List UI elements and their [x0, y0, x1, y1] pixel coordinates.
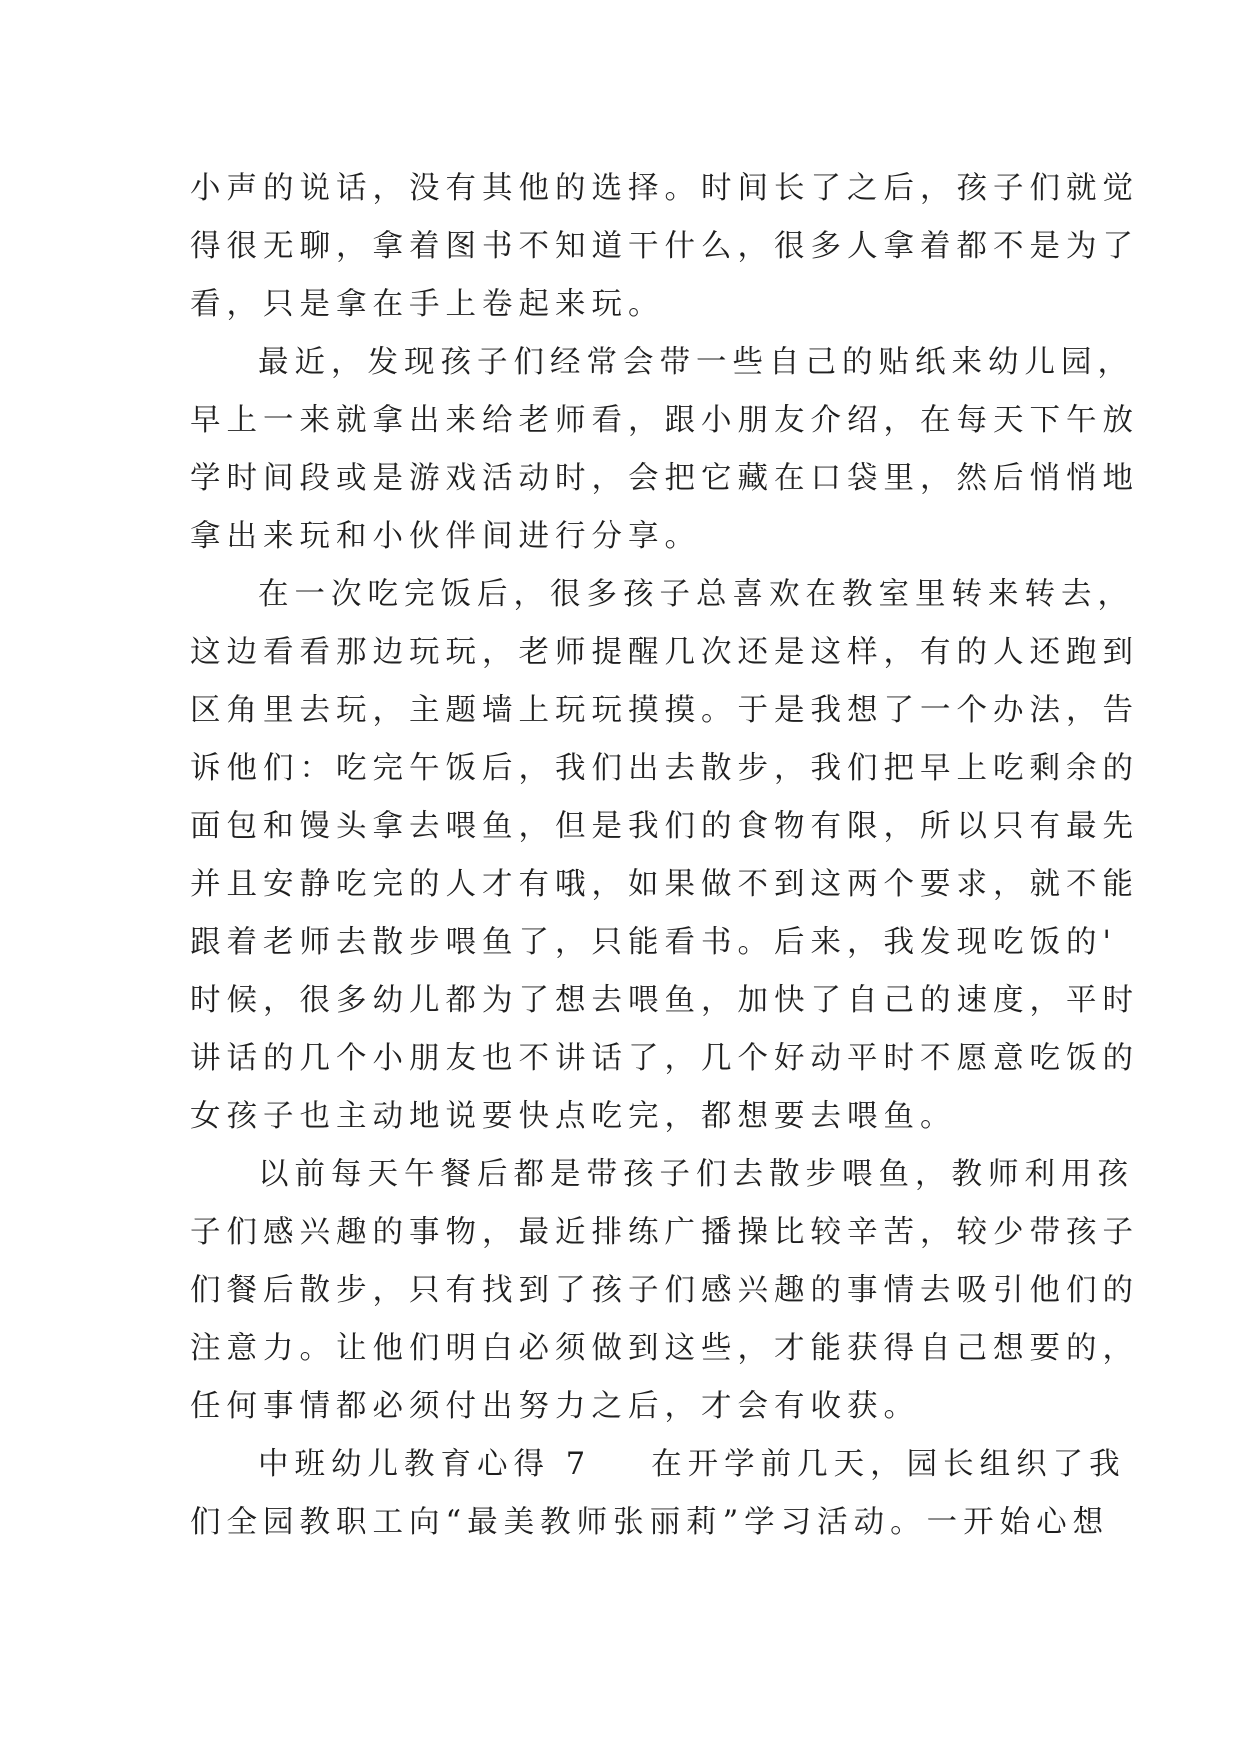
text-line: 面包和馒头拿去喂鱼，但是我们的食物有限，所以只有最先 — [190, 809, 1139, 844]
text-line: 并且安静吃完的人才有哦，如果做不到这两个要求，就不能 — [190, 867, 1139, 902]
section-heading-line — [190, 1436, 1126, 1494]
text-line: 子们感兴趣的事物，最近排练广播操比较辛苦，较少带孩子 — [190, 1215, 1139, 1250]
text-line: 们餐后散步，只有找到了孩子们感兴趣的事情去吸引他们的 — [190, 1273, 1139, 1308]
document-body — [190, 160, 1139, 1552]
text-line: 时候，很多幼儿都为了想去喂鱼，加快了自己的速度，平时 — [190, 983, 1139, 1018]
text-line-content: 最近，发现孩子们经常会带一些自己的贴纸来幼儿园， — [258, 345, 1134, 380]
text-line: 看，只是拿在手上卷起来玩。 — [190, 287, 665, 322]
paragraph-line — [190, 566, 1134, 624]
text-line: 们全园教职工向“最美教师张丽莉”学习活动。一开始心想 — [190, 1505, 1110, 1540]
text-line: 早上一来就拿出来给老师看，跟小朋友介绍，在每天下午放 — [190, 403, 1139, 438]
text-line: 跟着老师去散步喂鱼了，只能看书。后来，我发现吃饭的' — [190, 925, 1117, 960]
text-line: 学时间段或是游戏活动时，会把它藏在口袋里，然后悄悄地 — [190, 461, 1139, 496]
text-line: 区角里去玩，主题墙上玩玩摸摸。于是我想了一个办法，告 — [190, 693, 1139, 728]
paragraph-line — [190, 334, 1134, 392]
text-line: 讲话的几个小朋友也不讲话了，几个好动平时不愿意吃饭的 — [190, 1041, 1139, 1076]
paragraph-line — [190, 1146, 1134, 1204]
text-line: 得很无聊，拿着图书不知道干什么，很多人拿着都不是为了 — [190, 229, 1139, 264]
text-line: 任何事情都必须付出努力之后，才会有收获。 — [190, 1389, 920, 1424]
section-heading: 中班幼儿教育心得 7 — [258, 1447, 592, 1482]
text-line-content: 在一次吃完饭后，很多孩子总喜欢在教室里转来转去， — [258, 577, 1134, 612]
text-line: 这边看看那边玩玩，老师提醒几次还是这样，有的人还跑到 — [190, 635, 1139, 670]
text-line-content: 以前每天午餐后都是带孩子们去散步喂鱼，教师利用孩 — [258, 1157, 1134, 1192]
text-line: 女孩子也主动地说要快点吃完，都想要去喂鱼。 — [190, 1099, 957, 1134]
text-line: 拿出来玩和小伙伴间进行分享。 — [190, 519, 701, 554]
text-line: 小声的说话，没有其他的选择。时间长了之后，孩子们就觉 — [190, 171, 1139, 206]
text-line: 诉他们：吃完午饭后，我们出去散步，我们把早上吃剩余的 — [190, 751, 1139, 786]
section-heading-continuation: 在开学前几天，园长组织了我 — [651, 1447, 1126, 1482]
text-line: 注意力。让他们明白必须做到这些，才能获得自己想要的， — [190, 1331, 1139, 1366]
